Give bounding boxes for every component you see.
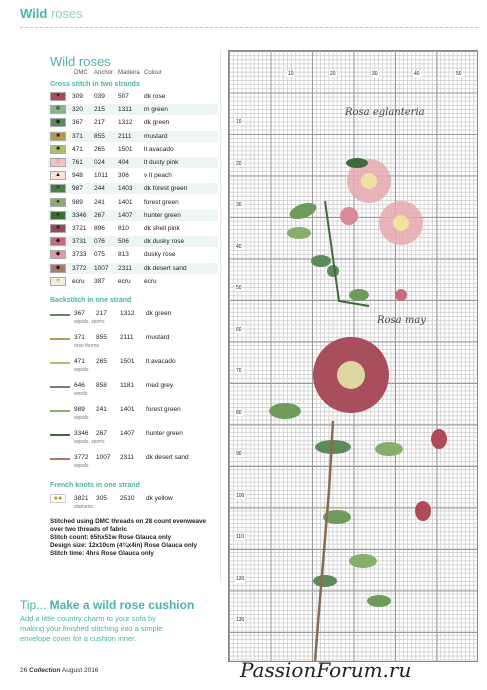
back-usage: sepals (74, 415, 89, 421)
cross-anchor: 265 (94, 145, 105, 153)
header-divider (20, 27, 479, 28)
backstitch-line-icon (50, 458, 70, 460)
back-colour: dk desert sand (146, 454, 189, 461)
cross-madeira: 306 (118, 172, 129, 180)
cross-stitch-row (48, 210, 218, 221)
row-tick: 80 (236, 409, 242, 416)
back-madeira: 1407 (120, 430, 135, 437)
back-usage: sepals, stems (74, 319, 105, 325)
back-colour: mustard (146, 334, 170, 341)
backstitch-row (48, 356, 218, 374)
backstitch-line-icon (50, 410, 70, 412)
row-tick: 90 (236, 451, 242, 457)
fk-colour: dk yellow (146, 495, 173, 502)
back-anchor: 858 (96, 382, 107, 389)
cross-colour: dk rose (144, 93, 166, 100)
label-rosa-may: Rosa may (377, 315, 426, 326)
tip-line: Add a little country charm to your sofa by (20, 614, 156, 623)
cross-madeira: 507 (118, 93, 129, 100)
cross-madeira: 506 (118, 238, 129, 246)
back-colour: hunter green (146, 430, 183, 437)
thread-symbol-icon: ✲ (50, 105, 66, 114)
cross-madeira: 2311 (118, 264, 132, 272)
cross-colour: lt avacado (144, 145, 174, 153)
title-light: roses (50, 6, 83, 21)
back-dmc: 471 (74, 358, 85, 365)
cross-anchor: 024 (94, 159, 105, 166)
back-usage: rose thorns (74, 343, 100, 349)
magazine-name: Collection (29, 667, 61, 674)
cross-stitch-row (48, 157, 218, 168)
cross-stitch-row (48, 91, 218, 102)
backstitch-row (48, 404, 218, 422)
back-anchor: 1007 (96, 454, 111, 461)
back-anchor: 241 (96, 406, 107, 413)
cross-stitch-row (48, 131, 218, 142)
thread-symbol-icon: ♥ (50, 92, 66, 101)
cross-stitch-row (48, 144, 218, 155)
cross-stitch-chart (228, 50, 478, 662)
thread-symbol-icon: ○ (50, 277, 66, 286)
backstitch-line-icon (50, 386, 70, 388)
row-tick: 130 (236, 617, 245, 623)
cross-madeira: 1312 (118, 119, 133, 127)
back-colour: lt avacado (146, 358, 176, 365)
page-number: 26 (20, 667, 28, 674)
back-madeira: 1181 (120, 382, 134, 389)
cross-stitch-row (48, 263, 218, 274)
note-line: Design size: 12x10cm (4¾x4in) Rose Glauca only (50, 542, 197, 549)
thread-symbol-icon: ▲ (50, 171, 66, 180)
cross-colour: lt dusty pink (144, 159, 179, 166)
cross-colour: dusky rose (144, 251, 176, 259)
cross-madeira: 1407 (118, 211, 133, 219)
thread-symbol-icon: ■ (50, 132, 66, 141)
cross-anchor: 387 (94, 277, 105, 285)
cross-madeira: 810 (118, 225, 129, 232)
rose-top-2 (379, 201, 423, 245)
back-colour: dk green (146, 310, 172, 317)
cross-anchor: 217 (94, 119, 105, 127)
backstitch-line-icon (50, 314, 70, 316)
cross-stitch-row (48, 223, 218, 234)
backstitch-row (48, 428, 218, 446)
french-knot-icon: ●● (50, 494, 66, 503)
backstitch-row (48, 308, 218, 326)
cross-stitch-row (48, 249, 218, 260)
back-madeira: 2311 (120, 454, 134, 461)
label-rosa-eglanteria: Rosa eglanteria (345, 107, 425, 118)
back-dmc: 3772 (74, 454, 89, 461)
row-tick: 70 (236, 368, 242, 374)
cross-anchor: 1011 (94, 172, 108, 180)
cross-anchor: 267 (94, 211, 105, 219)
col-dmc: DMC (74, 70, 88, 76)
page-header (0, 0, 487, 28)
tip-title: Make a wild rose cushion (49, 598, 195, 612)
col-anchor: Anchor (94, 70, 114, 76)
note-line: Stitch time: 4hrs Rose Glauca only (50, 550, 154, 557)
leaves-main (269, 403, 403, 607)
stem-main (315, 421, 333, 661)
back-madeira: 1401 (120, 406, 135, 413)
row-tick: 110 (236, 534, 244, 540)
back-anchor: 855 (96, 334, 107, 341)
backstitch-heading: Backstitch in one strand (50, 297, 132, 304)
col-colour: Colour (144, 70, 162, 76)
thread-symbol-icon: ● (50, 211, 66, 220)
thread-symbol-icon: ◆ (50, 237, 66, 246)
cross-dmc: 371 (72, 132, 83, 140)
cross-madeira: 2111 (118, 132, 132, 140)
cross-dmc: 471 (72, 145, 83, 153)
cross-stitch-row (48, 104, 218, 115)
col-tick: 40 (414, 71, 420, 77)
backstitch-row (48, 452, 218, 470)
back-dmc: 646 (74, 382, 85, 389)
cross-colour: ecru (144, 277, 157, 285)
french-knots-heading: French knots in one strand (50, 482, 140, 489)
cross-dmc: 3733 (72, 251, 87, 259)
back-dmc: 367 (74, 310, 85, 317)
cross-madeira: 1311 (118, 106, 132, 114)
cross-anchor: 215 (94, 106, 105, 114)
cross-anchor: 855 (94, 132, 105, 140)
thread-symbol-icon: ■ (50, 145, 66, 154)
cross-colour: dk shell pink (144, 225, 180, 232)
back-usage: sepals (74, 367, 89, 373)
tip-heading (20, 598, 230, 612)
back-dmc: 3346 (74, 430, 89, 437)
cross-madeira: ecru (118, 277, 131, 285)
cross-anchor: 1007 (94, 264, 109, 272)
cross-colour: forest green (144, 198, 179, 206)
rose-bud-right (415, 429, 447, 521)
back-dmc: 371 (74, 334, 85, 341)
fk-madeira: 2510 (120, 495, 135, 502)
fk-anchor: 305 (96, 495, 107, 502)
fk-sub: stamens (74, 504, 93, 510)
tip-line: making your finished stitching into a simple (20, 624, 163, 633)
back-usage: words (74, 391, 88, 397)
cross-dmc: ecru (72, 277, 85, 285)
backstitch-line-icon (50, 362, 70, 364)
col-madeira: Madeira (118, 70, 140, 76)
cross-madeira: 404 (118, 159, 129, 166)
cross-colour: dk dusky rose (144, 238, 185, 246)
back-usage: sepals (74, 463, 89, 469)
cross-dmc: 3721 (72, 225, 87, 232)
row-tick: 10 (236, 119, 242, 125)
backstitch-line-icon (50, 434, 70, 436)
cross-colour: mustard (144, 132, 168, 140)
back-usage: sepals, stems (74, 439, 105, 445)
rose-main (313, 337, 389, 413)
cross-colour: dk forest green (144, 185, 188, 193)
backstitch-row (48, 332, 218, 350)
cross-dmc: 761 (72, 159, 83, 166)
row-tick: 120 (236, 575, 245, 582)
thread-symbol-icon: ♡ (50, 158, 66, 167)
col-tick: 20 (330, 71, 336, 77)
cross-colour: dk desert sand (144, 264, 187, 272)
cross-anchor: 896 (94, 225, 105, 232)
cross-stitch-row (48, 117, 218, 128)
cross-stitch-row (48, 236, 218, 247)
back-anchor: 267 (96, 430, 107, 437)
tip-box (20, 598, 230, 644)
back-dmc: 989 (74, 406, 85, 413)
row-tick: 40 (236, 243, 242, 250)
cross-section-heading: Cross stitch in two strands (50, 81, 140, 88)
fk-dmc: 3821 (74, 495, 89, 502)
back-anchor: 217 (96, 310, 107, 317)
cross-anchor: 241 (94, 198, 105, 206)
back-madeira: 2111 (120, 334, 134, 341)
cross-madeira: 813 (118, 251, 129, 259)
cross-dmc: 989 (72, 198, 83, 206)
cross-anchor: 039 (94, 93, 105, 100)
watermark: PassionForum.ru (240, 658, 412, 682)
cross-dmc: 320 (72, 106, 83, 114)
cross-dmc: 3772 (72, 264, 87, 272)
cross-dmc: 987 (72, 185, 83, 193)
cross-colour: v lt peach (144, 172, 172, 180)
key-title: Wild roses (50, 54, 111, 69)
thread-symbol-icon: ◆ (50, 264, 66, 273)
cross-stitch-row (48, 170, 218, 181)
tip-body (20, 614, 230, 644)
issue-date: August 2016 (61, 667, 99, 674)
tip-line: envelope cover for a cushion inner. (20, 634, 137, 643)
chart-motif (229, 51, 477, 661)
cross-madeira: 1403 (118, 185, 133, 193)
back-colour: med grey (146, 382, 174, 389)
cross-dmc: 948 (72, 172, 83, 180)
thread-symbol-icon: ■ (50, 224, 66, 233)
cross-dmc: 3346 (72, 211, 87, 219)
backstitch-row (48, 380, 218, 398)
thread-symbol-icon: ✕ (50, 184, 66, 193)
french-knot-row (48, 493, 218, 511)
col-tick: 30 (372, 71, 378, 77)
back-madeira: 1312 (120, 310, 135, 317)
cross-madeira: 1501 (118, 145, 133, 153)
note-line: Stitch count: 65hx51w Rose Glauca only (50, 534, 172, 541)
backstitch-line-icon (50, 338, 70, 340)
cross-anchor: 244 (94, 185, 105, 193)
thread-symbol-icon: ◆ (50, 118, 66, 127)
thread-symbol-icon: ● (50, 198, 66, 207)
cross-dmc: 309 (72, 93, 83, 100)
back-anchor: 265 (96, 358, 107, 365)
back-madeira: 1501 (120, 358, 135, 365)
page-footer (20, 667, 98, 674)
cross-anchor: 075 (94, 251, 105, 259)
cross-colour: m green (144, 106, 168, 114)
row-tick: 20 (236, 160, 242, 167)
thread-key (46, 50, 221, 582)
row-tick: 100 (236, 492, 245, 499)
cross-stitch-row (48, 183, 218, 194)
back-colour: forest green (146, 406, 181, 413)
cross-madeira: 1401 (118, 198, 133, 206)
tip-prefix: Tip... (20, 598, 47, 612)
cross-anchor: 076 (94, 238, 105, 246)
cross-stitch-row (48, 276, 218, 287)
col-tick: 10 (288, 71, 294, 77)
stitching-notes (50, 518, 216, 558)
cross-dmc: 3731 (72, 238, 87, 246)
note-line: Stitched using DMC threads on 28 count evenweave (50, 518, 207, 525)
cross-dmc: 367 (72, 119, 83, 127)
cross-colour: dk green (144, 119, 170, 127)
section-title (20, 6, 83, 21)
row-tick: 60 (236, 326, 242, 333)
note-line: over two threads of fabric (50, 526, 127, 533)
row-tick: 30 (236, 202, 242, 208)
cross-colour: hunter green (144, 211, 181, 219)
cross-stitch-row (48, 197, 218, 208)
row-tick: 50 (236, 285, 242, 291)
title-bold: Wild (20, 6, 48, 21)
col-tick: 50 (456, 71, 462, 77)
thread-symbol-icon: ◆ (50, 250, 66, 259)
